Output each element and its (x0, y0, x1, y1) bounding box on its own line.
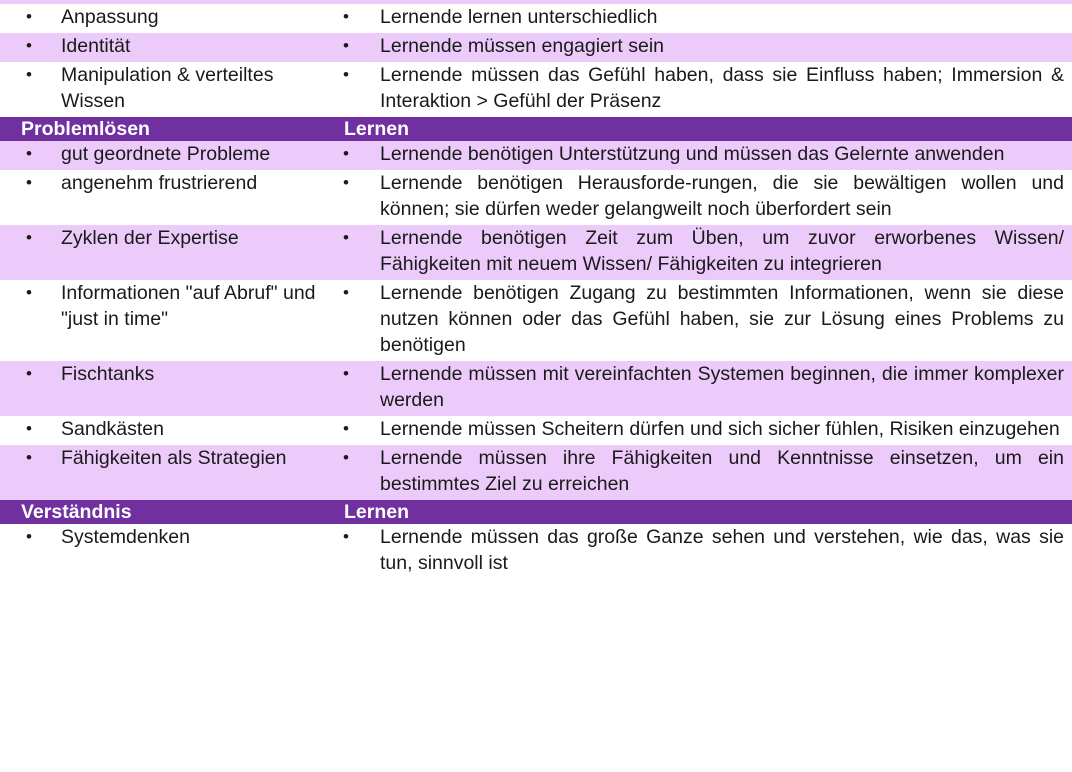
bullet-icon: • (26, 283, 32, 302)
bullet-icon: • (343, 364, 349, 383)
principle-text: Zyklen der Expertise (61, 227, 239, 249)
principle-text: Fähigkeiten als Strategien (61, 447, 287, 469)
table-row (0, 33, 1072, 62)
table-row (0, 445, 1072, 500)
principle-cell (0, 280, 334, 361)
learning-text: Lernende müssen das große Ganze sehen und verstehen, wie das, was sie tun, sinnvoll ist (380, 526, 1064, 574)
learning-text: Lernende müssen ihre Fähigkeiten und Kenntnisse einsetzen, um ein bestimmtes Ziel zu erreichen (380, 447, 1064, 495)
learning-cell (334, 141, 1072, 170)
bullet-icon: • (26, 364, 32, 383)
learning-text: Lernende benötigen Zeit zum Üben, um zuvor erworbenes Wissen/ Fähigkeiten mit neuem Wissen/ Fähigkeiten zu integrieren (380, 227, 1064, 275)
table-row (0, 170, 1072, 225)
bullet-icon: • (26, 419, 32, 438)
bullet-icon: • (343, 36, 349, 55)
principle-text: Fischtanks (61, 363, 155, 385)
bullet-icon: • (343, 65, 349, 84)
bullet-icon: • (26, 36, 32, 55)
learning-cell (334, 62, 1072, 117)
principles-table (0, 4, 1072, 579)
principle-cell (0, 33, 334, 62)
principle-cell (0, 4, 334, 33)
learning-cell (334, 4, 1072, 33)
principle-text: Identität (61, 35, 131, 57)
principle-cell (0, 141, 334, 170)
section-header-lernen: Lernen (334, 117, 1072, 141)
bullet-icon: • (343, 7, 349, 26)
learning-text: Lernende müssen das Gefühl haben, dass sie Einfluss haben; Immersion & Interaktion > Gefühl der Präsenz (380, 64, 1064, 112)
bullet-icon: • (26, 228, 32, 247)
principle-text: gut geordnete Probleme (61, 143, 271, 165)
learning-text: Lernende müssen mit vereinfachten Systemen beginnen, die immer komplexer werden (380, 363, 1064, 411)
table-row (0, 416, 1072, 445)
learning-cell (334, 225, 1072, 280)
table-row (0, 280, 1072, 361)
principle-text: angenehm frustrierend (61, 172, 258, 194)
section-header-row (0, 117, 1072, 141)
principle-text: Anpassung (61, 6, 159, 28)
table-row (0, 141, 1072, 170)
section-header-problemloesen: Problemlösen (0, 117, 334, 141)
principle-text: Manipulation & verteiltes Wissen (61, 64, 274, 112)
principle-text: Sandkästen (61, 418, 164, 440)
learning-cell (334, 524, 1072, 579)
bullet-icon: • (26, 65, 32, 84)
learning-text: Lernende müssen engagiert sein (380, 35, 665, 57)
learning-cell (334, 280, 1072, 361)
bullet-icon: • (343, 173, 349, 192)
section-header-verstaendnis: Verständnis (0, 500, 334, 524)
bullet-icon: • (343, 228, 349, 247)
table-row (0, 524, 1072, 579)
principle-cell (0, 361, 334, 416)
principle-cell (0, 445, 334, 500)
principle-text: Informationen "auf Abruf" und "just in time" (61, 282, 316, 330)
bullet-icon: • (343, 527, 349, 546)
bullet-icon: • (343, 144, 349, 163)
principle-cell (0, 62, 334, 117)
principle-cell (0, 524, 334, 579)
bullet-icon: • (343, 283, 349, 302)
table-row (0, 4, 1072, 33)
bullet-icon: • (26, 527, 32, 546)
principle-cell (0, 170, 334, 225)
learning-text: Lernende benötigen Zugang zu bestimmten Informationen, wenn sie diese nutzen können oder das Gefühl haben, sie zur Lösung eines Problems zu benötigen (380, 282, 1064, 356)
learning-cell (334, 416, 1072, 445)
bullet-icon: • (26, 144, 32, 163)
principle-cell (0, 225, 334, 280)
bullet-icon: • (343, 448, 349, 467)
bullet-icon: • (26, 448, 32, 467)
principle-cell (0, 416, 334, 445)
table-row (0, 225, 1072, 280)
bullet-icon: • (26, 7, 32, 26)
learning-cell (334, 445, 1072, 500)
learning-text: Lernende benötigen Herausforde-rungen, die sie bewältigen wollen und können; sie dürfen weder gelangweilt noch überfordert sein (380, 172, 1064, 220)
principle-text: Systemdenken (61, 526, 190, 548)
section-header-lernen: Lernen (334, 500, 1072, 524)
learning-text: Lernende lernen unterschiedlich (380, 6, 658, 28)
bullet-icon: • (26, 173, 32, 192)
learning-cell (334, 33, 1072, 62)
learning-text: Lernende benötigen Unterstützung und müssen das Gelernte anwenden (380, 143, 1005, 165)
table-row (0, 62, 1072, 117)
table-row (0, 361, 1072, 416)
bullet-icon: • (343, 419, 349, 438)
learning-text: Lernende müssen Scheitern dürfen und sich sicher fühlen, Risiken einzugehen (380, 418, 1060, 440)
section-header-row (0, 500, 1072, 524)
learning-cell (334, 170, 1072, 225)
learning-cell (334, 361, 1072, 416)
